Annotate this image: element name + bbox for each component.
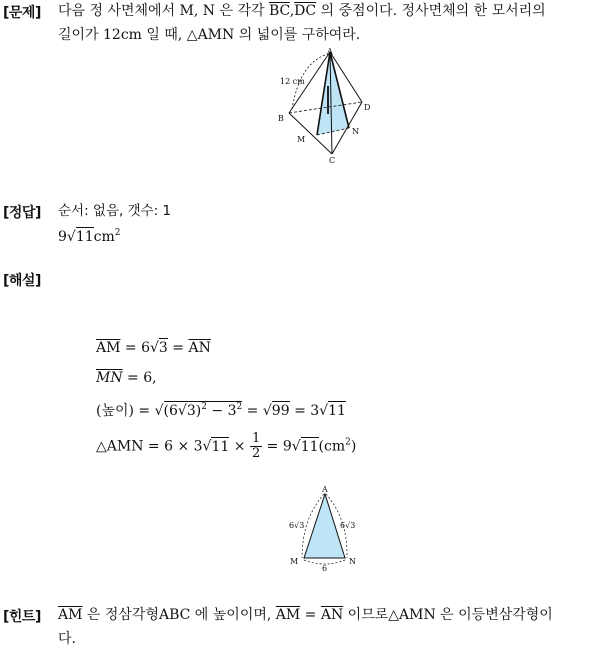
problem-text-a: 다음 정 사면체에서 M, N 은 각각 [58,3,269,19]
eq1-rhs: $\overline{AN}$ [188,340,211,356]
eq4-num: 1 [251,431,261,446]
label-m: M [297,135,306,144]
label-c: C [329,156,336,165]
tetrahedron-figure [270,44,380,166]
comma: , [289,3,295,19]
eq4-times: × [229,438,250,455]
eq1-lhs: $\overline{AM}$ [96,340,121,356]
eq3-rad-a: (6 [163,403,178,419]
hint-seg-an: $\overline{AN}$ [320,607,344,623]
eq3-rad-c: ) [195,403,202,419]
label-a2: A [322,485,328,494]
eq3-rad2: 99 [271,403,290,419]
label-n: N [352,127,359,136]
hint-line-1 [58,608,553,622]
eq4-rad2: 11 [300,438,319,455]
answer-line-1: 순서: 없음, 갯수: 1 [58,203,172,219]
edge-length-label: 12 cm [280,77,305,86]
equation-4: △AMN = 6 × 3√11 × $\frac{1}{2}$ = $9√11(cm^2)$ [96,431,357,461]
triangle-amn-figure [282,484,372,574]
equation-3: (높이) = $√(6√3)^2 - 3^2 = √99 = 3√11$ [96,402,346,419]
answer-tag: [정답] [3,205,41,221]
segment-bc: $\overline{BC}$ [268,3,290,19]
eq4-den: 2 [251,446,261,461]
eq3-exp2: 2 [236,402,243,412]
eq3-rad3: 11 [328,403,346,419]
right-side-label: 6√3 [340,521,356,530]
eq2-rest: = 6, [122,370,157,386]
answer-unit: cm [93,229,115,245]
eq4-fraction [250,432,262,461]
eq3-exp1: 2 [201,402,207,412]
eq1-rad: 3 [158,340,168,356]
segment-dc: $\overline{DC}$ [294,3,317,19]
eq3-rad-d: − 3 [206,403,237,419]
triangle-amn [304,494,345,558]
eq4-close: ) [350,438,357,455]
eq3-mid: = [242,403,263,419]
explanation-tag: [해설] [3,273,41,289]
hint-eq: = [300,607,321,623]
eq4-rad1: 11 [211,438,230,455]
eq4-lhs: △AMN = 6 × 3 [96,438,203,455]
answer-value: $9√11cm^2$ [58,228,121,245]
label-b: B [278,114,284,123]
label-n2: N [349,557,356,566]
label-m2: M [290,557,299,566]
hint-line-2: 다. [58,631,76,647]
answer-unit-exp: 2 [114,228,121,238]
eq4-unit: (cm [318,438,346,455]
base-label: 6 [322,564,328,573]
problem-line-2: 길이가 12cm 일 때, △AMN 의 넓이를 구하여라. [58,27,361,43]
problem-line-1 [58,4,546,18]
eq4-exp: 2 [345,437,351,448]
hint-tag: [힌트] [3,609,41,625]
equation-1: $\overline{AM} = 6√3 = \overline{AN}$ [96,340,211,356]
eq3-lhs: (높이) = [96,403,155,419]
problem-text-b: 의 중점이다. 정사면체의 한 모서리의 [316,3,546,19]
left-side-label: 6√3 [289,521,305,530]
label-a: A [327,47,333,56]
eq1-eq: = 6 [120,340,150,356]
problem-tag: [문제] [3,5,41,21]
equation-2 [96,370,157,386]
hint-seg-am-2: $\overline{AM}$ [275,607,301,623]
hint-text-b: 이므로△AMN 은 이등변삼각형이 [343,607,553,623]
hint-text-a: 은 정삼각형ABC 에 높이이며, [82,607,276,623]
eq1-eq2: = [167,340,189,356]
label-d: D [364,103,371,112]
eq3-rad-b: 3 [186,403,196,419]
eq4-eq: = 9 [262,438,292,455]
eq3-tail: = 3 [289,403,320,419]
eq3-radical: $(6√3)^2 - 3^2$ [163,402,243,419]
hint-seg-am: $\overline{AM}$ [58,607,83,623]
answer-radicand: 11 [75,229,94,245]
eq2-lhs: $\overline{MN}$ [96,370,123,386]
answer-coef: 9 [58,229,67,245]
